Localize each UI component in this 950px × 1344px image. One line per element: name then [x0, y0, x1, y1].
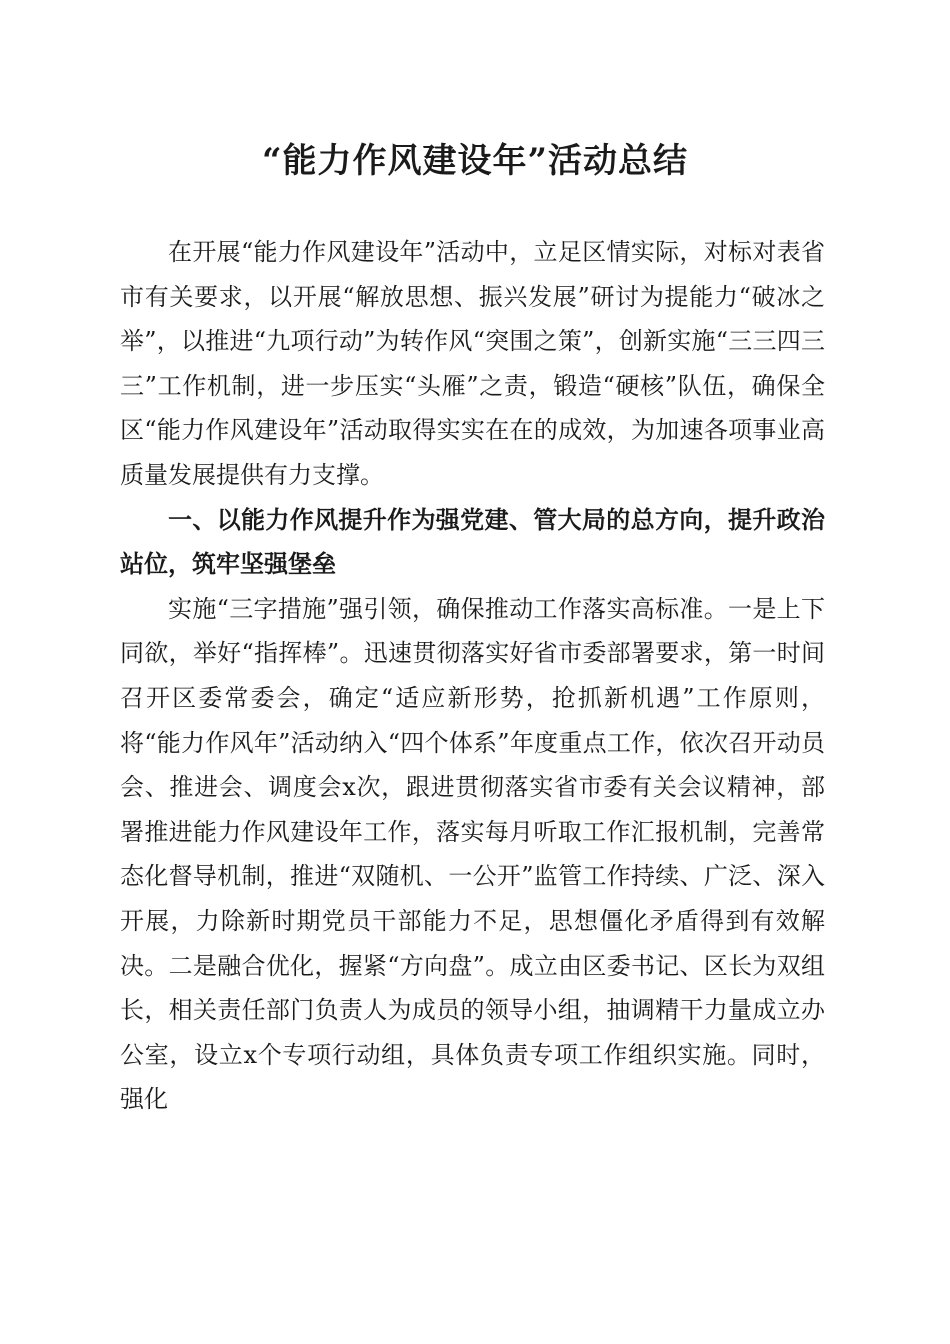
- document-title: “能力作风建设年”活动总结: [261, 141, 689, 181]
- section-heading-1: 一、以能力作风提升作为强党建、管大局的总方向，提升政治站位，筑牢坚强堡垒: [120, 505, 825, 579]
- document-body: [120, 230, 825, 1122]
- intro-paragraph: 在开展“能力作风建设年”活动中，立足区情实际，对标对表省市有关要求，以开展“解放思想、振兴发展”研讨为提能力“破冰之举”，以推进“九项行动”为转作风“突围之策”，创新实施“三三四三三”工作机制，进一步压实“头雁”之责，锻造“硬核”队伍，确保全区“能力作风建设年”活动取得实实在在的成效，为加速各项事业高质量发展提供有力支撑。: [120, 238, 825, 489]
- section-1-paragraph: 实施“三字措施”强引领，确保推动工作落实高标准。一是上下同欲，举好“指挥棒”。迅速贯彻落实好省市委部署要求，第一时间召开区委常委会，确定“适应新形势，抢抓新机遇”工作原则，将“能力作风年”活动纳入“四个体系”年度重点工作，依次召开动员会、推进会、调度会x次，跟进贯彻落实省市委有关会议精神，部署推进能力作风建设年工作，落实每月听取工作汇报机制，完善常态化督导机制，推进“双随机、一公开”监管工作持续、广泛、深入开展，力除新时期党员干部能力不足，思想僵化矛盾得到有效解决。二是融合优化，握紧“方向盘”。成立由区委书记、区长为双组长，相关责任部门负责人为成员的领导小组，抽调精干力量成立办公室，设立x个专项行动组，具体负责专项工作组织实施。同时，强化: [120, 594, 825, 1114]
